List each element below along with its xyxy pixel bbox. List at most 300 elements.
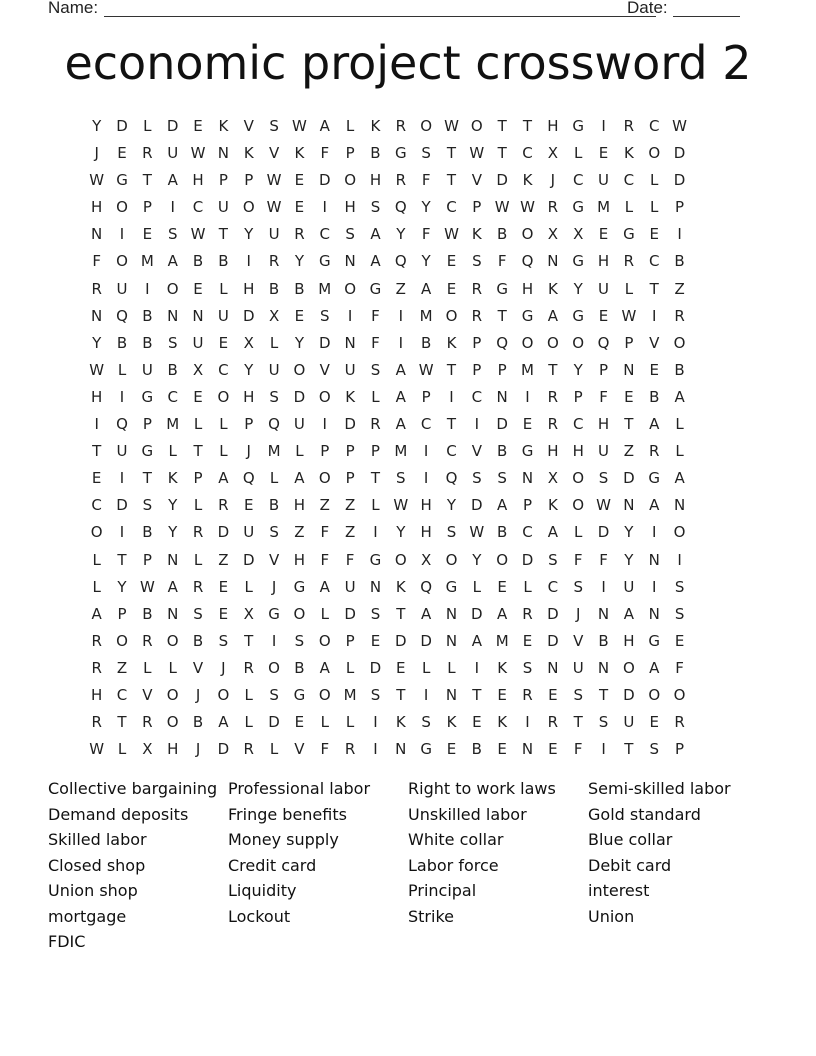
grid-letter: F: [320, 144, 330, 163]
grid-letter: L: [117, 740, 127, 759]
grid-letter: O: [318, 469, 331, 488]
grid-letter: A: [649, 496, 660, 515]
grid-letter: I: [322, 198, 327, 217]
grid-letter: N: [521, 469, 534, 488]
grid-letter: S: [421, 144, 431, 163]
grid-letter: Y: [421, 252, 431, 271]
grid-letter: G: [445, 577, 458, 596]
grid-letter: B: [598, 631, 609, 650]
grid-letter: P: [345, 469, 355, 488]
word-list-item: FDIC: [48, 932, 86, 951]
grid-letter: W: [266, 198, 282, 217]
grid-letter: F: [573, 740, 583, 759]
grid-letter: D: [623, 469, 635, 488]
grid-letter: S: [345, 225, 355, 244]
grid-letter: I: [170, 198, 175, 217]
grid-letter: G: [648, 469, 661, 488]
grid-letter: E: [218, 577, 229, 596]
grid-letter: S: [598, 469, 609, 488]
grid-letter: Q: [394, 252, 407, 271]
grid-letter: Z: [623, 442, 635, 461]
grid-letter: I: [119, 469, 125, 488]
grid-letter: T: [472, 685, 482, 704]
grid-letter: K: [547, 496, 558, 515]
grid-letter: A: [395, 415, 406, 434]
grid-letter: O: [673, 685, 686, 704]
grid-letter: C: [623, 171, 635, 190]
grid-letter: J: [195, 685, 201, 704]
grid-letter: G: [572, 306, 585, 325]
grid-letter: M: [267, 442, 281, 461]
grid-letter: B: [268, 496, 280, 515]
grid-letter: E: [446, 279, 457, 298]
grid-letter: I: [373, 740, 378, 759]
grid-letter: G: [623, 225, 635, 244]
grid-letter: I: [373, 523, 378, 542]
grid-letter: N: [547, 252, 559, 271]
grid-letter: W: [418, 360, 434, 379]
grid-letter: C: [420, 415, 432, 434]
grid-letter: T: [142, 469, 152, 488]
grid-letter: S: [598, 713, 609, 732]
grid-letter: T: [598, 685, 609, 704]
grid-letter: S: [167, 333, 178, 352]
grid-letter: X: [268, 306, 280, 325]
grid-letter: L: [143, 658, 152, 677]
grid-letter: P: [142, 550, 152, 569]
grid-letter: W: [89, 171, 105, 190]
grid-letter: U: [572, 658, 584, 677]
grid-letter: B: [497, 225, 508, 244]
grid-letter: Y: [396, 225, 406, 244]
grid-letter: O: [572, 496, 585, 515]
grid-letter: T: [497, 117, 507, 135]
grid-letter: Q: [521, 252, 534, 271]
grid-letter: Z: [116, 658, 128, 677]
grid-letter: N: [597, 604, 610, 623]
grid-letter: Y: [92, 117, 102, 135]
grid-letter: Y: [472, 550, 482, 569]
grid-letter: L: [92, 577, 101, 596]
grid-letter: V: [471, 171, 482, 190]
grid-letter: E: [522, 415, 533, 434]
grid-letter: A: [370, 252, 381, 271]
grid-letter: T: [446, 144, 457, 163]
grid-letter: G: [648, 631, 661, 650]
grid-letter: E: [497, 740, 507, 759]
grid-letter: S: [573, 685, 583, 704]
grid-letter: I: [652, 306, 657, 325]
grid-letter: Z: [344, 496, 356, 515]
grid-letter: T: [396, 604, 406, 623]
grid-letter: R: [91, 631, 102, 650]
word-list-item: Blue collar: [588, 830, 673, 849]
grid-letter: D: [318, 333, 331, 352]
grid-row: [84, 357, 748, 384]
grid-letter: N: [623, 360, 635, 379]
grid-letter: E: [522, 631, 533, 650]
grid-letter: W: [469, 144, 485, 163]
grid-letter: E: [370, 631, 381, 650]
grid-letter: E: [548, 740, 558, 759]
grid-letter: I: [322, 415, 327, 434]
grid-letter: P: [320, 442, 330, 461]
word-list-item: Closed shop: [48, 855, 146, 875]
grid-letter: R: [547, 415, 559, 434]
grid-letter: R: [547, 713, 559, 732]
grid-letter: A: [471, 631, 482, 650]
grid-letter: T: [548, 360, 558, 379]
grid-letter: K: [446, 713, 457, 732]
grid-letter: E: [598, 225, 609, 244]
grid-letter: O: [293, 604, 306, 623]
grid-letter: S: [370, 198, 381, 217]
grid-letter: T: [117, 550, 127, 569]
grid-letter: L: [345, 713, 355, 732]
grid-letter: D: [471, 496, 483, 515]
grid-letter: A: [395, 360, 406, 379]
grid-letter: O: [166, 685, 179, 704]
grid-letter: V: [243, 117, 254, 135]
word-list-item: Gold standard: [588, 804, 701, 824]
grid-letter: Z: [319, 496, 330, 515]
grid-letter: I: [423, 469, 429, 488]
grid-letter: V: [294, 740, 305, 759]
grid-letter: D: [116, 496, 128, 515]
grid-letter: U: [192, 333, 204, 352]
grid-letter: U: [141, 360, 153, 379]
grid-letter: N: [496, 387, 508, 406]
grid-letter: V: [268, 550, 280, 569]
grid-letter: G: [141, 387, 154, 406]
grid-letter: A: [167, 171, 178, 190]
grid-letter: O: [572, 469, 585, 488]
grid-letter: L: [193, 415, 203, 434]
grid-letter: U: [268, 360, 280, 379]
grid-row: [84, 411, 748, 438]
grid-row: [84, 248, 748, 275]
grid-letter: H: [91, 685, 103, 704]
word-list-item: Strike: [408, 906, 454, 926]
grid-letter: U: [167, 144, 179, 163]
grid-letter: Y: [573, 279, 583, 298]
word-list-item: Union: [588, 906, 635, 926]
grid-letter: L: [193, 550, 203, 569]
grid-letter: H: [597, 252, 610, 271]
grid-letter: R: [649, 442, 660, 461]
grid-letter: D: [116, 117, 128, 135]
word-list-item: Lockout: [228, 906, 291, 926]
word-list-item: Principal: [408, 881, 477, 900]
grid-letter: P: [218, 171, 228, 190]
grid-letter: F: [371, 333, 380, 352]
grid-letter: S: [193, 604, 203, 623]
grid-letter: E: [649, 225, 659, 244]
grid-letter: L: [269, 740, 279, 759]
grid-letter: O: [445, 550, 458, 569]
grid-letter: E: [193, 279, 203, 298]
grid-letter: X: [243, 604, 254, 623]
grid-letter: I: [423, 442, 429, 461]
grid-letter: J: [94, 144, 99, 163]
grid-letter: O: [116, 631, 128, 650]
grid-letter: E: [193, 387, 203, 406]
grid-letter: R: [91, 658, 102, 677]
grid-letter: I: [652, 577, 657, 596]
grid-letter: L: [345, 117, 355, 135]
grid-letter: U: [623, 713, 635, 732]
grid-letter: O: [318, 685, 331, 704]
grid-letter: A: [319, 658, 330, 677]
grid-letter: U: [344, 360, 356, 379]
grid-letter: Q: [445, 469, 458, 488]
grid-letter: S: [573, 577, 583, 596]
grid-letter: H: [344, 198, 356, 217]
grid-letter: D: [369, 658, 382, 677]
grid-letter: J: [550, 171, 556, 190]
grid-letter: X: [547, 225, 558, 244]
grid-letter: R: [395, 117, 407, 135]
grid-letter: R: [395, 171, 407, 190]
grid-letter: D: [242, 306, 255, 325]
grid-letter: D: [166, 117, 179, 135]
grid-letter: B: [370, 144, 381, 163]
grid-letter: B: [497, 442, 508, 461]
grid-letter: S: [269, 117, 279, 135]
grid-letter: F: [92, 252, 101, 271]
grid-letter: L: [143, 117, 152, 135]
grid-letter: T: [624, 740, 634, 759]
grid-letter: E: [497, 577, 507, 596]
grid-letter: S: [269, 685, 279, 704]
grid-letter: G: [369, 279, 382, 298]
grid-letter: D: [293, 387, 306, 406]
grid-letter: U: [344, 577, 356, 596]
grid-letter: T: [396, 685, 406, 704]
grid-letter: M: [419, 306, 433, 325]
grid-letter: T: [142, 171, 152, 190]
grid-row: [84, 574, 748, 601]
grid-letter: R: [142, 144, 153, 163]
grid-letter: R: [192, 577, 204, 596]
grid-letter: L: [320, 604, 329, 623]
grid-letter: L: [523, 577, 532, 596]
grid-letter: K: [243, 144, 254, 163]
grid-letter: D: [623, 685, 635, 704]
grid-letter: G: [572, 198, 585, 217]
grid-letter: A: [623, 604, 635, 623]
letter-grid: [84, 113, 748, 763]
grid-letter: A: [167, 252, 178, 271]
grid-letter: R: [91, 279, 102, 298]
grid-letter: I: [677, 225, 682, 244]
grid-letter: E: [624, 387, 634, 406]
grid-row: [84, 167, 748, 194]
grid-letter: I: [423, 685, 429, 704]
grid-letter: F: [675, 658, 684, 677]
grid-letter: Y: [421, 198, 431, 217]
grid-letter: A: [319, 577, 330, 596]
word-list-item: Labor force: [408, 855, 499, 875]
grid-row: [84, 709, 748, 736]
grid-letter: F: [421, 171, 431, 190]
grid-letter: X: [547, 469, 558, 488]
grid-letter: N: [445, 631, 458, 650]
grid-letter: L: [574, 523, 583, 542]
grid-letter: H: [293, 496, 306, 515]
grid-letter: G: [521, 442, 534, 461]
grid-letter: O: [496, 550, 509, 569]
grid-letter: G: [496, 279, 508, 298]
grid-letter: R: [142, 713, 153, 732]
grid-letter: A: [547, 306, 558, 325]
grid-letter: E: [649, 713, 659, 732]
grid-letter: H: [547, 442, 559, 461]
grid-row: [84, 140, 748, 167]
grid-letter: R: [547, 198, 559, 217]
grid-letter: S: [649, 740, 659, 759]
grid-letter: U: [293, 415, 305, 434]
grid-letter: U: [598, 442, 610, 461]
grid-letter: V: [268, 144, 280, 163]
date-line: [673, 16, 740, 17]
grid-letter: R: [471, 306, 483, 325]
grid-letter: X: [243, 333, 254, 352]
grid-letter: O: [268, 658, 280, 677]
grid-letter: R: [623, 117, 635, 135]
grid-letter: A: [421, 279, 432, 298]
grid-letter: M: [318, 279, 332, 298]
grid-row: [84, 465, 748, 492]
grid-letter: T: [624, 415, 634, 434]
grid-letter: E: [649, 360, 659, 379]
grid-letter: B: [192, 252, 204, 271]
grid-letter: S: [269, 523, 279, 542]
grid-row: [84, 547, 748, 574]
grid-letter: U: [598, 171, 610, 190]
grid-letter: O: [242, 198, 255, 217]
grid-letter: W: [469, 523, 485, 542]
grid-letter: L: [244, 713, 253, 732]
grid-letter: N: [445, 685, 458, 704]
grid-letter: Y: [168, 523, 178, 542]
grid-letter: O: [318, 631, 331, 650]
grid-letter: I: [119, 387, 125, 406]
grid-letter: F: [497, 252, 507, 271]
grid-letter: O: [217, 387, 230, 406]
grid-letter: B: [142, 306, 153, 325]
grid-letter: H: [167, 740, 179, 759]
grid-letter: F: [573, 550, 583, 569]
grid-letter: P: [244, 415, 254, 434]
grid-letter: N: [673, 496, 686, 515]
grid-letter: A: [649, 658, 660, 677]
grid-letter: E: [497, 685, 507, 704]
grid-letter: C: [547, 577, 559, 596]
grid-letter: D: [344, 415, 356, 434]
grid-letter: B: [142, 604, 153, 623]
grid-letter: Q: [394, 198, 407, 217]
grid-letter: L: [371, 387, 380, 406]
grid-letter: N: [369, 577, 382, 596]
grid-row: [84, 330, 748, 357]
grid-letter: Y: [294, 252, 304, 271]
word-list-item: Unskilled labor: [408, 804, 527, 824]
grid-letter: N: [597, 658, 610, 677]
grid-letter: D: [420, 631, 432, 650]
grid-letter: I: [398, 306, 404, 325]
grid-letter: O: [166, 713, 179, 732]
grid-letter: O: [420, 117, 433, 135]
grid-letter: I: [94, 415, 99, 434]
grid-letter: P: [117, 604, 127, 623]
grid-letter: R: [522, 604, 533, 623]
grid-row: [84, 384, 748, 411]
grid-letter: H: [243, 279, 255, 298]
grid-letter: D: [597, 523, 610, 542]
grid-letter: I: [601, 740, 606, 759]
grid-letter: A: [319, 117, 330, 135]
grid-letter: L: [244, 577, 253, 596]
grid-letter: D: [344, 604, 356, 623]
grid-letter: U: [623, 577, 635, 596]
grid-letter: S: [294, 631, 305, 650]
page-title: economic project crossword 2: [64, 36, 752, 90]
word-list-item: Fringe benefits: [228, 804, 347, 824]
grid-letter: G: [318, 252, 331, 271]
grid-letter: A: [649, 415, 660, 434]
grid-letter: D: [268, 713, 280, 732]
grid-letter: P: [193, 469, 203, 488]
grid-letter: A: [395, 387, 406, 406]
grid-letter: D: [521, 550, 534, 569]
grid-letter: G: [521, 306, 534, 325]
word-list-item: Right to work laws: [408, 779, 556, 798]
grid-letter: F: [320, 740, 330, 759]
grid-letter: Y: [624, 523, 634, 542]
word-list-item: Credit card: [228, 855, 317, 875]
grid-letter: M: [140, 252, 154, 271]
grid-letter: U: [116, 442, 128, 461]
grid-letter: S: [497, 469, 507, 488]
word-list-item: Semi-skilled labor: [588, 779, 731, 798]
grid-letter: P: [599, 360, 609, 379]
grid-letter: O: [673, 333, 686, 352]
grid-letter: R: [674, 713, 685, 732]
grid-letter: L: [371, 496, 380, 515]
grid-letter: O: [572, 333, 585, 352]
grid-letter: Y: [117, 577, 127, 596]
grid-letter: G: [141, 442, 154, 461]
grid-letter: H: [572, 442, 584, 461]
grid-letter: R: [674, 306, 685, 325]
word-list-item: mortgage: [48, 906, 127, 926]
grid-letter: Q: [420, 577, 433, 596]
grid-letter: K: [522, 171, 533, 190]
grid-letter: O: [90, 523, 103, 542]
grid-letter: O: [116, 198, 128, 217]
grid-letter: C: [218, 360, 229, 379]
grid-letter: B: [674, 252, 685, 271]
grid-letter: L: [675, 442, 684, 461]
grid-letter: C: [471, 387, 483, 406]
worksheet-header: [48, 0, 740, 20]
grid-letter: R: [623, 252, 635, 271]
grid-letter: G: [572, 117, 585, 135]
grid-letter: Y: [396, 523, 406, 542]
grid-letter: E: [117, 144, 127, 163]
grid-letter: Y: [294, 333, 304, 352]
